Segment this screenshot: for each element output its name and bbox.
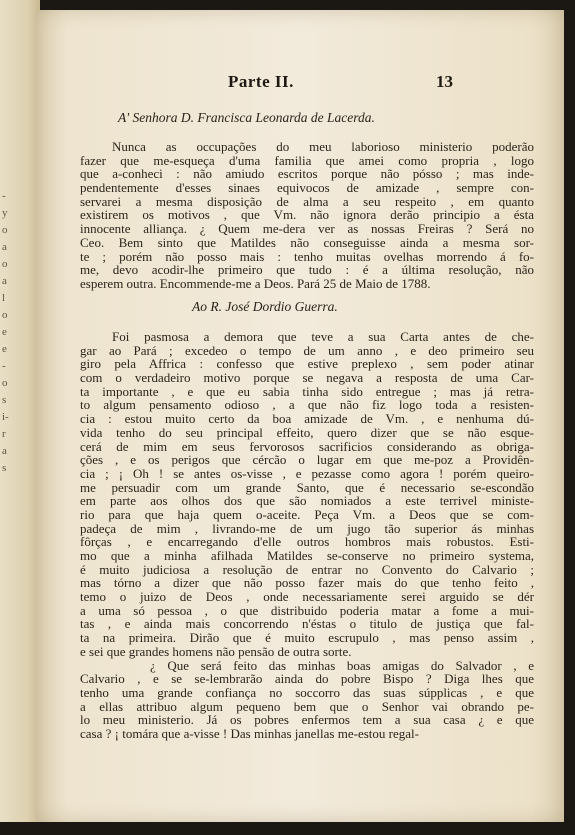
- text-line: innocente alliança. ¿ Quem me-dera ver as nossas Freiras ? Será no: [80, 221, 534, 237]
- text-line: fazer que me-esqueça d'uma familia que amei como propria , logo: [80, 152, 534, 168]
- text-line: pendentemente d'esses sinaes equivocos de amizade , sempre con-: [80, 180, 534, 196]
- text-line: servarei a mesma disposição de alma a seu respeito , em quanto: [80, 193, 534, 209]
- text-line: lo meu ministerio. Já os pobres enfermos tem a sua casa ¿ e que: [80, 712, 534, 728]
- text-line: me persuadir com um grande Santo, que é necessario se-escondão: [80, 479, 534, 495]
- book-page: [36, 10, 564, 822]
- text-line: cia ; ¡ Oh ! se antes os-visse , e pezasse como agora ! porém queiro-: [80, 465, 534, 481]
- section-title: Parte II.: [228, 72, 294, 91]
- text-line: com o verdadeiro motivo porque se negava a resposta de uma Car-: [80, 370, 534, 386]
- previous-page-glyph: s: [2, 462, 7, 474]
- previous-page-glyph: r: [2, 428, 6, 440]
- text-line: em parte aos olhos dos que são nomiados a este terrivel ministe-: [80, 493, 534, 509]
- previous-page-glyph: y: [2, 207, 8, 219]
- letter-2-body: [80, 330, 534, 741]
- text-line: Nunca as occupações do meu laborioso ministerio poderão: [112, 139, 534, 154]
- text-line: ¿ Que será feito das minhas boas amigas do Salvador , e: [150, 657, 534, 673]
- previous-page-glyph: -: [2, 190, 6, 202]
- letter-1-heading: A' Senhora D. Francisca Leonarda de Lacerda.: [118, 110, 375, 125]
- text-line: casa ? ¡ tomára que a-visse ! Das minhas janellas me-estou regal-: [80, 725, 419, 741]
- text-line: tenho uma grande confiança no soccorro das suas súpplicas , e que: [80, 684, 534, 700]
- text-line: é muito judiciosa a resolução de entrar no Convento do Calvario ;: [80, 561, 534, 577]
- text-line: rio para que haja quem o-aceite. Peça Vm. a Deos que se com-: [80, 506, 534, 522]
- text-line: a uma só pessoa , o que distribuido poderia matar a fome a mui-: [80, 602, 534, 618]
- text-line: giro pela Affrica : confesso que estive preplexo , sem poder atinar: [80, 356, 534, 372]
- page-number: 13: [436, 72, 453, 91]
- previous-page-glyph: s: [2, 394, 7, 406]
- text-line: temo o juizo de Deos , onde necessariamente serei arguido se dér: [80, 589, 534, 605]
- letter-1-body: [80, 140, 534, 291]
- text-line: fôrças , e encarregando d'elle outros hombros mais robustos. Esti-: [80, 534, 534, 550]
- text-line: e sei que grandes homens não pensão de outra sorte.: [80, 643, 352, 659]
- text-line: Ceo. Bem sinto que Matildes não conseguisse ainda a mesma sor-: [80, 234, 534, 250]
- text-line: cerá de mim em seus fervorosos sacrificios considerando as obriga-: [80, 438, 534, 454]
- previous-page-fragments: [2, 190, 14, 479]
- previous-page-glyph: e: [2, 326, 7, 338]
- previous-page-glyph: i-: [2, 411, 9, 423]
- previous-page-glyph: a: [2, 275, 7, 287]
- previous-page-glyph: o: [2, 224, 8, 236]
- text-line: te ; porém não posso mais : tenho muitas ovelhas morrendo á fo-: [80, 248, 534, 264]
- text-line: gar ao Pará ; excedeo o tempo de um anno , e deo primeiro seu: [80, 342, 534, 358]
- text-line: Calvario , e se se-lembrarão ainda do pobre Bispo ? Diga lhes que: [80, 671, 534, 687]
- previous-page-glyph: a: [2, 241, 7, 253]
- text-line: ta na primeira. Dirão que é muito escrupulo , mas penso assim ,: [80, 630, 534, 646]
- text-line: padeça de mim , livrando-me de um jugo tão superior ás minhas: [80, 520, 534, 536]
- previous-page-glyph: e: [2, 343, 7, 355]
- previous-page-glyph: o: [2, 309, 8, 321]
- text-line: vida tenho do seu principal effeito, quero dizer que se não esque-: [80, 424, 534, 440]
- text-line: que a-conheci : não amiudo escritos porque não pósso ; mas inde-: [80, 166, 534, 182]
- previous-page-glyph: l: [2, 292, 6, 304]
- text-line: Foi pasmosa a demora que teve a sua Carta antes de che-: [112, 329, 534, 344]
- text-line: a ellas attribuo algum pequeno bem que o Senhor vai obrando pe-: [80, 698, 534, 714]
- letter-2-heading: Ao R. José Dordio Guerra.: [192, 299, 338, 314]
- text-line: me, devo acodir-lhe primeiro que tudo : é a última resolução, não: [80, 262, 534, 278]
- page-header: [36, 72, 564, 98]
- text-line: tas , e ainda mais concorrendo n'éstas o titulo de justiça que fal-: [80, 616, 534, 632]
- previous-page-glyph: -: [2, 360, 6, 372]
- text-line: ta importante , e que eu sabia tinha sido entregue ; mas já retra-: [80, 383, 534, 399]
- previous-page-glyph: o: [2, 377, 8, 389]
- text-line: mo que a minha afilhada Matildes se-conserve no primeiro systema,: [80, 548, 534, 563]
- previous-page-edge: [0, 0, 40, 822]
- text-line: existirem os motivos , que Vm. não ignora derão principio a ésta: [80, 207, 534, 223]
- text-line: cia : estou muito certo da boa amizade de Vm. , e nenhuma dú-: [80, 411, 534, 427]
- text-line: esperem outra. Encommende-me a Deos. Pará 25 de Maio de 1788.: [80, 275, 431, 291]
- text-line: ções , e os perigos que cércão o lugar em que me-poz a Providên-: [80, 452, 534, 468]
- previous-page-glyph: a: [2, 445, 7, 457]
- text-line: mas tórno a dizer que não posso fazer mais do que tenho feito ,: [80, 575, 534, 591]
- text-line: to algum pensamento odioso , a que não fiz logo toda a resisten-: [80, 397, 534, 413]
- previous-page-glyph: o: [2, 258, 8, 270]
